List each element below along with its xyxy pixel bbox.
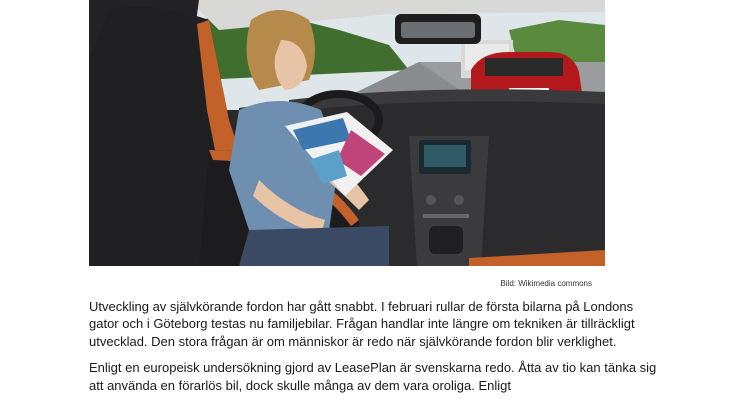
article-paragraph: Utveckling av självkörande fordon har gått snabbt. I februari rullar de första bilarna på Londons gator och i Göteborg testas nu familjebilar. Frågan handlar inte längre om tekniken är tillräckligt utvecklad. Den stora frågan är om människor är redo när självkörande fordon blir verklighet. xyxy=(89,299,635,349)
article-photo xyxy=(89,0,605,266)
image-caption: Bild: Wikimedia commons xyxy=(500,279,592,288)
car-interior-illustration xyxy=(89,0,605,266)
article-body xyxy=(89,298,664,403)
article-paragraph: Enligt en europeisk undersökning gjord av LeasePlan är svenskarna redo. Åtta av tio kan tänka sig att använda en förarlös bil, dock skulle många av dem vara oroliga. Enligt xyxy=(89,360,657,393)
